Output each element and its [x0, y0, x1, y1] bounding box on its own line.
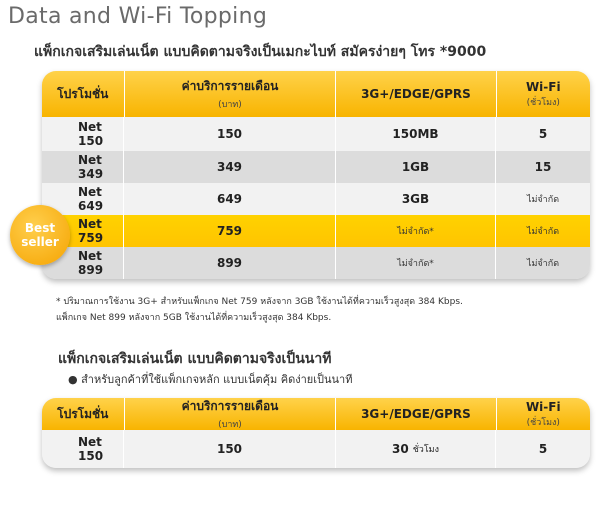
- cell-fee: 649: [124, 183, 336, 215]
- header-data: [336, 71, 496, 117]
- cell-wifi: ไม่จำกัด: [526, 195, 560, 205]
- cell-fee: 349: [124, 151, 336, 183]
- cell-promo: Net 150: [42, 117, 124, 151]
- section1-heading: แพ็กเกจเสริมเล่นเน็ต แบบคิดตามจริงเป็นเมกะไบท์ สมัครง่ายๆ โทร *9000: [34, 44, 487, 60]
- page-title: Data and Wi-Fi Topping: [8, 4, 268, 29]
- footnote-line1: * ปริมาณการใช้งาน 3G+ สำหรับแพ็กเกจ Net 759 หลังจาก 3GB ใช้งานได้ที่ความเร็วสูงสุด 384 Kbps.: [56, 297, 463, 307]
- cell-wifi: 15: [534, 160, 552, 174]
- header-wifi-label: Wi-Fi: [525, 399, 561, 414]
- table-header: [42, 71, 590, 117]
- cell-promo: Net 649: [42, 183, 124, 215]
- cell-fee: 759: [124, 215, 336, 247]
- cell-data-value: 30: [391, 442, 409, 456]
- header-fee-sub: (บาท): [218, 100, 242, 110]
- header-wifi: [497, 71, 590, 117]
- table-row: [42, 183, 590, 215]
- footnote-line2: แพ็กเกจ Net 899 หลังจาก 5GB ใช้งานได้ที่ความเร็วสูงสุด 384 Kbps.: [56, 313, 332, 323]
- cell-data: 1GB: [336, 151, 496, 183]
- cell-data: 3GB: [336, 183, 496, 215]
- table-row: [42, 117, 590, 151]
- table-row-best-seller: [42, 215, 590, 247]
- header-fee: [125, 71, 337, 117]
- cell-data: ไม่จำกัด*: [336, 215, 496, 247]
- cell-wifi: 5: [538, 127, 548, 141]
- header-data-label: 3G+/EDGE/GPRS: [361, 407, 471, 421]
- badge-line1: Best: [24, 221, 56, 235]
- cell-fee: 150: [124, 117, 336, 151]
- cell-promo: Net 759: [42, 215, 124, 247]
- header-wifi: [497, 398, 590, 430]
- header-wifi-label: Wi-Fi: [525, 79, 561, 94]
- header-wifi-sub: (ชั่วโมง): [526, 417, 560, 428]
- header-wifi-sub: (ชั่วโมง): [526, 97, 560, 108]
- header-fee: [125, 398, 337, 430]
- header-promo: [42, 71, 125, 117]
- section2-heading: แพ็กเกจเสริมเล่นเน็ต แบบคิดตามจริงเป็นนาที: [58, 351, 332, 367]
- header-fee-label: ค่าบริการรายเดือน: [181, 399, 279, 413]
- cell-wifi: 5: [538, 442, 548, 456]
- cell-fee: 899: [124, 247, 336, 279]
- table-row: [42, 247, 590, 279]
- section2-bullet: ● สำหรับลูกค้าที่ใช้แพ็กเกจหลัก แบบเน็ตคุ้ม คิดง่ายเป็นนาที: [68, 373, 353, 386]
- cell-promo: Net 349: [42, 151, 124, 183]
- header-promo: [42, 398, 125, 430]
- header-fee-label: ค่าบริการรายเดือน: [181, 79, 279, 93]
- header-promo-label: โปรโมชั่น: [57, 406, 109, 421]
- table-row: [42, 151, 590, 183]
- header-data: [336, 398, 496, 430]
- pricing-table-1: [42, 71, 590, 279]
- badge-line2: seller: [21, 235, 59, 249]
- cell-promo: Net 899: [42, 247, 124, 279]
- table-header: [42, 398, 590, 430]
- cell-promo: Net 150: [42, 430, 124, 468]
- best-seller-badge: [10, 205, 70, 265]
- table-row: [42, 430, 590, 468]
- footnote: [56, 294, 463, 326]
- cell-wifi: ไม่จำกัด: [526, 259, 560, 269]
- cell-data: [336, 430, 496, 468]
- header-fee-sub: (บาท): [218, 420, 242, 430]
- cell-fee: 150: [124, 430, 336, 468]
- cell-data-unit: ชั่วโมง: [412, 445, 440, 455]
- header-promo-label: โปรโมชั่น: [57, 86, 109, 101]
- cell-data: ไม่จำกัด*: [336, 247, 496, 279]
- header-data-label: 3G+/EDGE/GPRS: [361, 87, 471, 101]
- cell-wifi: ไม่จำกัด: [526, 227, 560, 237]
- cell-data: 150MB: [336, 117, 496, 151]
- pricing-table-2: [42, 398, 590, 468]
